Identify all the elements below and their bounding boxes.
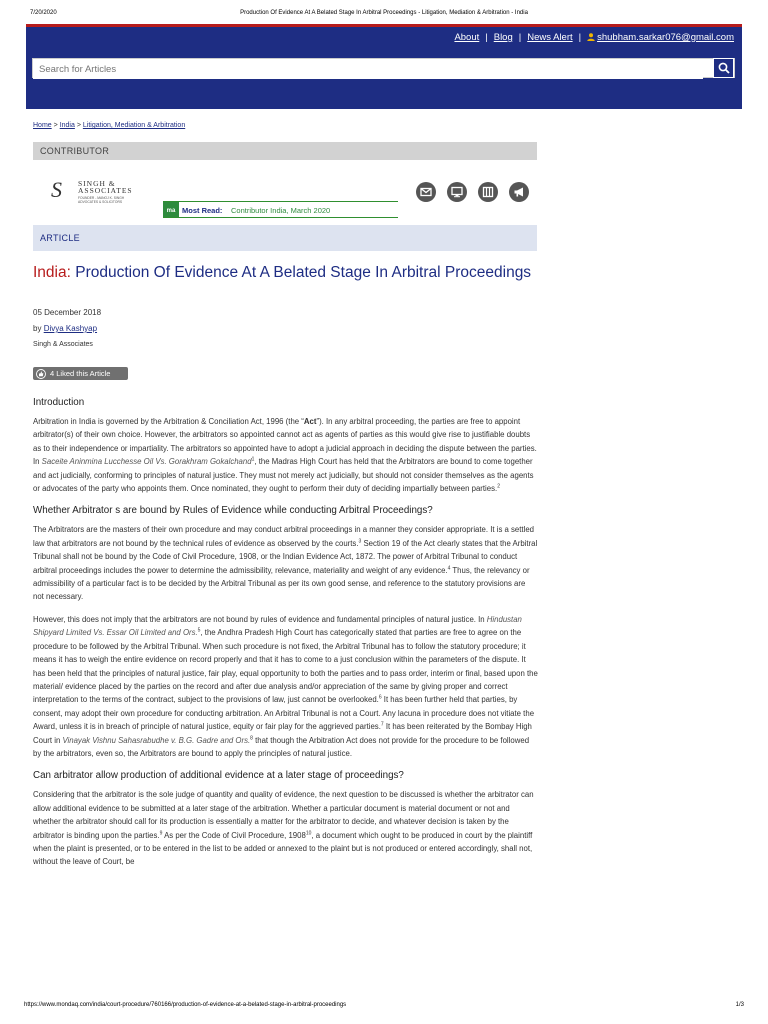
text-run: It has been further held that parties, by consent, may adopt their own procedure for conducting arbitration. An Arbitral Tribunal is not a Court. Any lacuna in procedure does not vitiate the Award, unless it is in breach of principle of natural justice, equity or fair play for the aggrieved parties. [33,695,535,732]
breadcrumb [33,122,185,129]
case-citation: Hindustan Shipyard Limited Vs. Essar Oil Limited and Ors. [33,614,522,638]
act-term: Act [303,417,317,426]
thumbs-up-icon [36,369,46,379]
print-url: https://www.mondaq.com/india/court-procedure/760166/production-of-evidence-at-a-belated-stage-in-arbitral-proceedings [24,1002,347,1008]
email-icon[interactable] [416,182,436,202]
paragraph [33,523,538,603]
paragraph [33,613,538,760]
article-bar: ARTICLE [33,225,537,251]
search-box [32,58,735,78]
article-body [33,396,538,878]
article-author-line [33,324,97,333]
ma-badge: ma [163,202,179,217]
breadcrumb-india[interactable]: India [59,122,75,129]
top-links [454,32,734,43]
about-link[interactable]: About [454,32,480,43]
news-alert-link[interactable]: News Alert [527,32,573,43]
most-read-value[interactable]: Contributor India, March 2020 [231,206,331,215]
article-date: 05 December 2018 [33,308,102,317]
text-run: Considering that the arbitrator is the sole judge of quantity and quality of evidence, the next question to be discussed is whether the arbitrator can allow additional evidence to be submitted at a later stage of the arbitration. Whether a particular document is material document or not and whether the arbitrator should call for its production is essentially a matter for the arbitrator to decide, and whatever decision is taken by the arbitrator is binding upon the parties. [33,790,534,840]
print-date: 7/20/2020 [30,10,57,16]
breadcrumb-home[interactable]: Home [33,122,52,129]
article-country[interactable]: India [33,264,67,281]
separator: | [518,32,522,43]
separator: | [485,32,488,43]
print-footer [24,1002,744,1014]
footnote-ref[interactable]: 10 [305,829,312,836]
text-run: that though the Arbitration Act does not provide for the procedure to be followed by the arbitrators, even so, the Arbitrators are bound to apply the principles of natural justice. [33,735,530,758]
logo-name-line1: SINGH & [78,179,116,188]
footnote-ref[interactable]: 3 [358,538,362,545]
site-header [26,24,742,109]
breadcrumb-separator: > [76,122,81,129]
print-title: Production Of Evidence At A Belated Stage In Arbitral Proceedings - Litigation, Mediation & Arbitration - India [240,10,528,16]
breadcrumb-separator: > [53,122,58,129]
logo-name-line2: ASSOCIATES [78,186,133,195]
monitor-icon[interactable] [447,182,467,202]
heading-rules-of-evidence: Whether Arbitrator s are bound by Rules of Evidence while conducting Arbitral Proceedings? [33,505,433,517]
footnote-ref[interactable]: 9 [159,829,163,836]
print-header [30,10,738,22]
like-button[interactable] [33,367,128,380]
text-run: Arbitration in India is governed by the Arbitration & Conciliation Act, 1996 (the “ [33,417,304,426]
footnote-ref[interactable]: 4 [447,565,451,572]
megaphone-icon[interactable] [509,182,529,202]
footnote-ref[interactable]: 1 [251,456,255,463]
footnote-ref[interactable]: 6 [378,694,382,701]
breadcrumb-category[interactable]: Litigation, Mediation & Arbitration [82,122,186,129]
case-citation: Vinayak Vishnu Sahasrabudhe v. B.G. Gadre and Ors. [62,735,251,745]
case-citation: Saceite Aninmina Lucchesse Oil Vs. Gorakhram Gokalchand [41,457,252,467]
by-label: by [33,324,42,333]
title-separator: : [66,264,71,281]
search-button[interactable] [713,58,734,78]
book-icon[interactable] [478,182,498,202]
logo-mark: S [51,177,62,202]
article-title-text: Production Of Evidence At A Belated Stage In Arbitral Proceedings [75,264,532,281]
footnote-ref[interactable]: 7 [380,721,384,728]
separator: | [578,32,582,43]
text-run: ”). In any arbitral proceeding, the parties are free to appoint arbitrator(s) of their own choice. However, the arbitrators so appointed cannot act as agents of parties as this would give rise to justifiable doubts as to their independence or impartiality. The arbitrators so appointed have to adopt a judicial approach in deciding the dispute between the parties. In [33,417,537,467]
most-read-label: Most Read: [182,206,223,215]
firm-logo[interactable] [51,179,151,206]
footnote-ref[interactable]: 8 [250,734,253,741]
text-run: However, this does not imply that the arbitrators are not bound by rules of evidence and fundamental principles of natural justice. In [33,614,487,624]
print-page-number: 1/3 [735,1002,744,1008]
contributor-bar: CONTRIBUTOR [33,142,537,160]
paragraph [33,788,538,868]
heading-additional-evidence: Can arbitrator allow production of additional evidence at a later stage of proceedings? [33,770,404,782]
text-run: , the Andhra Pradesh High Court has categorically stated that parties are free to agree on the procedure to be followed by the Arbitral Tribunal. When such procedure is not fixed, the Arbitral Tribunal has to follow the statutory procedure; it means it has to weigh the entire evidence on record properly and that it has to come to a just conclusion within the parameters of the dispute. It has been held that the principles of natural justice, fair play, equal opportunity to both the parties and to pass order, interim or final, based upon the material/ evidence placed by the parties on the record and after due analysis and/or appreciation of the same by giving proper and correct interpretation to the terms of the contract, subject to the provisions of law, just cannot be overlooked. [33,628,538,705]
like-count: 4 Liked this Article [50,369,111,378]
firm-name: Singh & Associates [33,341,93,348]
text-run: , a document which ought to be produced in court by the plaintiff when the plaint is presented, or to be entered in the list to be added or annexed to the plaint but is not produced or entered accordingly, shall not, without the leave of Court, be [33,830,533,867]
article-title [33,264,538,282]
logo-tagline-line2: ADVOCATES & SOLICITORS [78,200,123,204]
text-run: Thus, the relevancy or admissibility of a particular fact is to be decided by the Arbitral Tribunal as per its own good sense, and reference to the statutory provisions are not necessary. [33,565,530,602]
user-icon [587,33,595,41]
logo-tagline-line1: FOUNDER - MANOJ K. SINGH [78,196,125,200]
author-link[interactable]: Divya Kashyap [43,324,98,333]
blog-link[interactable]: Blog [493,32,513,43]
paragraph [33,415,538,495]
footnote-ref[interactable]: 2 [497,483,500,490]
text-run: The Arbitrators are the masters of their own procedure and may conduct arbitral proceedings in a manner they consider appropriate. It is a settled law that arbitrators are not bound by the technical rules of evidence as observed by the courts. [33,525,534,548]
text-run: It has been reiterated by the Bombay High Court in [33,722,532,745]
text-run: Section 19 of the Act clearly states that the Arbitral Tribunal shall not be bound by the Code of Civil Procedure, 1908, or the Indian Evidence Act, 1872. The power of Arbitral Tribunal to conduct arbitral proceedings includes the power to determine the admissibility, relevance, materiality and weight of any evidence. [33,538,538,575]
user-email-link[interactable]: shubham.sarkar076@gmail.com [597,32,734,43]
most-read-banner [163,201,398,218]
heading-introduction: Introduction [33,397,85,408]
text-run: , the Madras High Court has held that the Arbitrators are bound to come together and act judicially, conforming to principles of natural justice. They must not merely act judicially, but should not consider themselves as the agents or advocates of the party who appoints them. Once nominated, they ought to perform their duty of deciding impartially between parties. [33,457,534,494]
text-run: As per the Code of Civil Procedure, 1908 [162,830,306,840]
search-input[interactable] [33,61,703,79]
footnote-ref[interactable]: 5 [197,627,201,634]
